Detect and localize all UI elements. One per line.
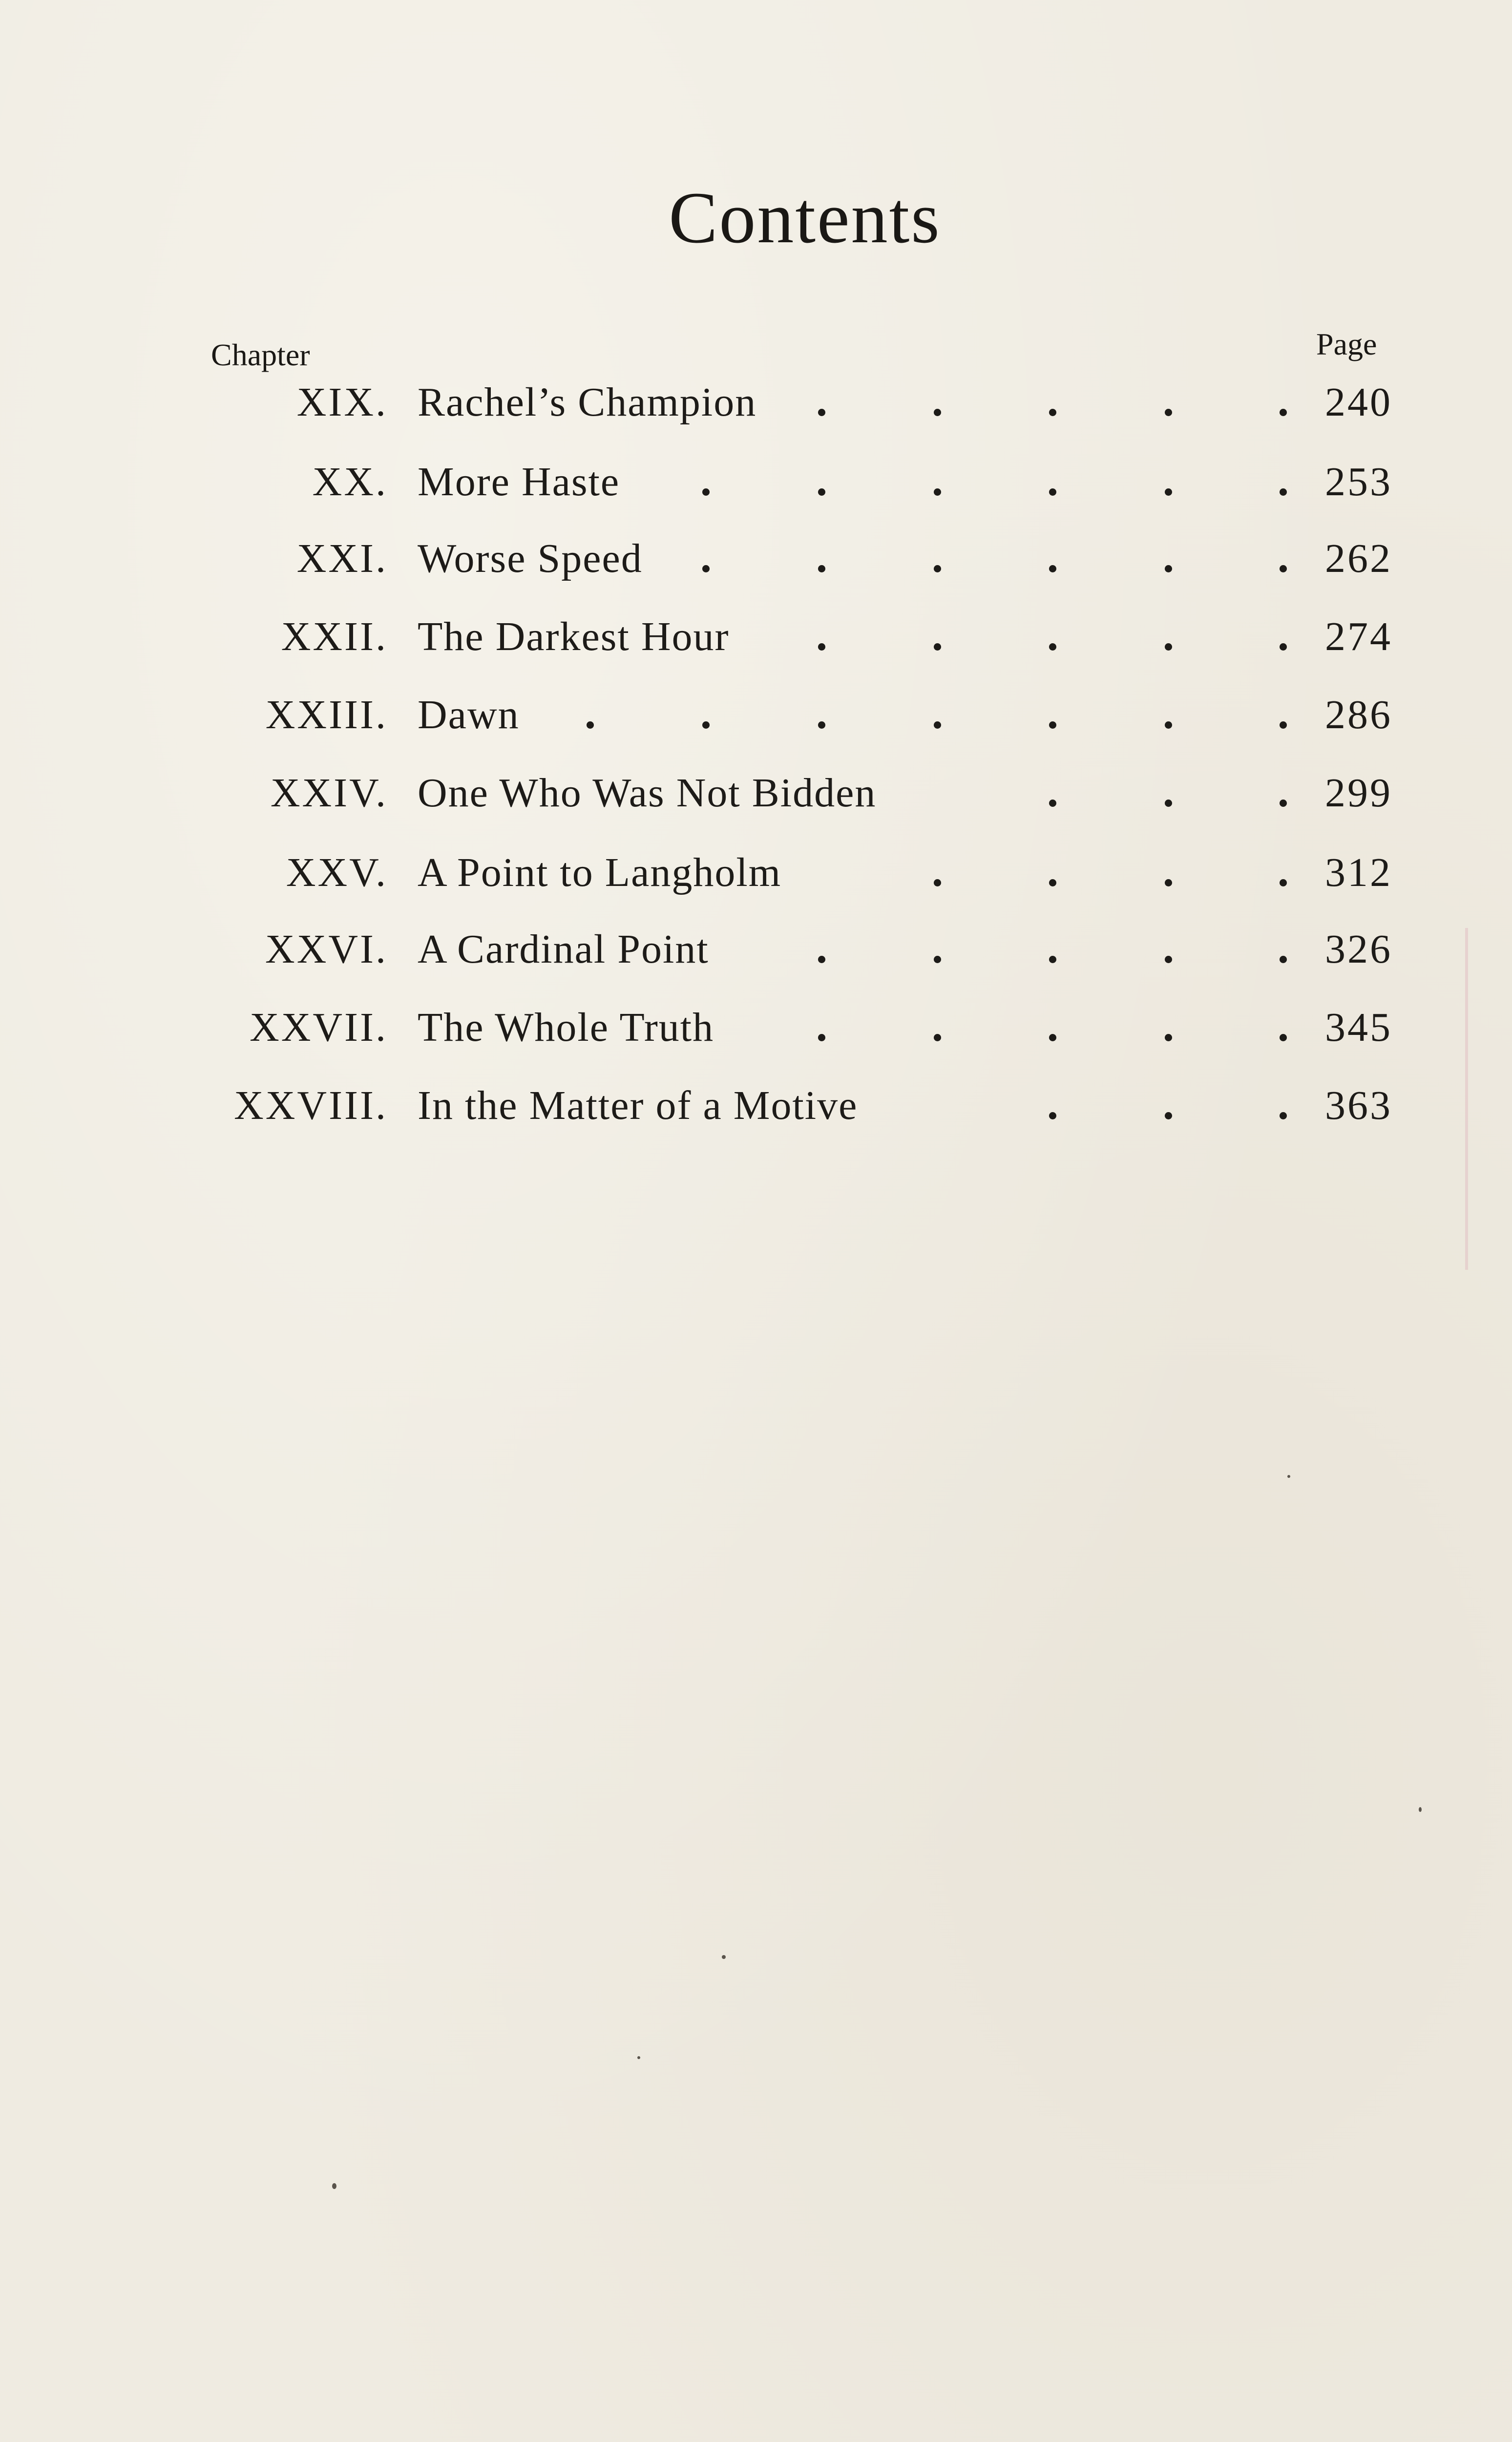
leader-dot [818,956,825,963]
leader-dot [1280,956,1287,963]
leader-dot [1049,879,1056,886]
leader-dots [0,458,1512,517]
leader-dot [1280,488,1287,496]
leader-dot [818,643,825,651]
leader-dots [0,926,1512,984]
leader-dot [1280,643,1287,651]
leader-dot [934,488,941,496]
paper-speck [1419,1807,1422,1812]
page-number: 326 [1325,926,1392,972]
chapter-title: Rachel’s Champion [418,379,757,425]
toc-row [0,691,1512,750]
leader-dot [934,1034,941,1041]
leader-dots [0,379,1512,437]
toc-row [0,1082,1512,1140]
leader-dot [1280,1112,1287,1119]
page-number: 299 [1325,770,1392,816]
leader-dots [0,1004,1512,1062]
leader-dot [818,409,825,416]
chapter-title: A Point to Langholm [418,850,782,895]
paper-speck [332,2183,336,2189]
leader-dot [702,721,710,729]
leader-dot [1165,1034,1172,1041]
page-number: 363 [1325,1083,1392,1128]
leader-dot [818,488,825,496]
toc-row [0,769,1512,828]
leader-dot [934,721,941,729]
leader-dot [1165,879,1172,886]
chapter-number: XXV. [286,850,388,895]
leader-dot [1049,800,1056,807]
page-number: 312 [1325,850,1392,895]
toc-row [0,535,1512,593]
paper-speck [1287,1475,1290,1478]
leader-dot [818,1034,825,1041]
leader-dot [1165,721,1172,729]
leader-dots [0,1082,1512,1140]
leader-dot [818,721,825,729]
paper-speck [637,2056,640,2059]
leader-dot [934,565,941,572]
leader-dot [818,565,825,572]
leader-dot [1280,1034,1287,1041]
leader-dot [934,956,941,963]
page-number: 345 [1325,1005,1392,1050]
toc-row [0,849,1512,907]
toc-row [0,926,1512,984]
leader-dot [1049,643,1056,651]
leader-dots [0,535,1512,593]
chapter-title: The Whole Truth [418,1005,714,1050]
chapter-column-header: Chapter [211,337,310,372]
page-title: Contents [669,177,941,258]
chapter-title: The Darkest Hour [418,614,730,659]
chapter-title: In the Matter of a Motive [418,1083,858,1128]
toc-row [0,379,1512,437]
leader-dot [1049,1034,1056,1041]
chapter-number: XXI. [296,536,388,581]
chapter-number: XXIV. [270,770,388,816]
chapter-title: Dawn [418,692,520,737]
leader-dots [0,769,1512,828]
chapter-title: More Haste [418,459,620,505]
leader-dot [702,565,710,572]
chapter-title: One Who Was Not Bidden [418,770,877,816]
leader-dots [0,691,1512,750]
leader-dots [0,849,1512,907]
chapter-number: XXVII. [250,1005,388,1050]
leader-dot [1165,409,1172,416]
chapter-number: XXVI. [265,926,388,972]
leader-dot [1049,409,1056,416]
chapter-title: A Cardinal Point [418,926,709,972]
chapter-title: Worse Speed [418,536,643,581]
leader-dot [1165,956,1172,963]
leader-dot [1049,956,1056,963]
page-number: 286 [1325,692,1392,737]
toc-row [0,1004,1512,1062]
leader-dot [1280,409,1287,416]
leader-dot [1280,721,1287,729]
paper-speck [722,1955,726,1959]
leader-dots [0,613,1512,672]
toc-row [0,613,1512,672]
page-number: 274 [1325,614,1392,659]
chapter-number: XXIII. [265,692,388,737]
leader-dot [702,488,710,496]
leader-dot [1049,488,1056,496]
leader-dot [934,643,941,651]
page-number: 262 [1325,536,1392,581]
leader-dot [934,409,941,416]
leader-dot [1280,879,1287,886]
leader-dot [1165,565,1172,572]
chapter-number: XXVIII. [234,1083,388,1128]
leader-dot [1165,1112,1172,1119]
chapter-number: XXII. [281,614,388,659]
leader-dot [934,879,941,886]
page-column-header: Page [1316,327,1377,361]
chapter-number: XIX. [296,379,388,425]
page-number: 240 [1325,379,1392,425]
leader-dot [587,721,594,729]
leader-dot [1049,1112,1056,1119]
leader-dot [1165,488,1172,496]
leader-dot [1049,565,1056,572]
toc-row [0,458,1512,517]
leader-dot [1049,721,1056,729]
leader-dot [1165,643,1172,651]
chapter-number: XX. [312,459,388,505]
leader-dot [1280,800,1287,807]
page-number: 253 [1325,459,1392,505]
leader-dot [1280,565,1287,572]
leader-dot [1165,800,1172,807]
